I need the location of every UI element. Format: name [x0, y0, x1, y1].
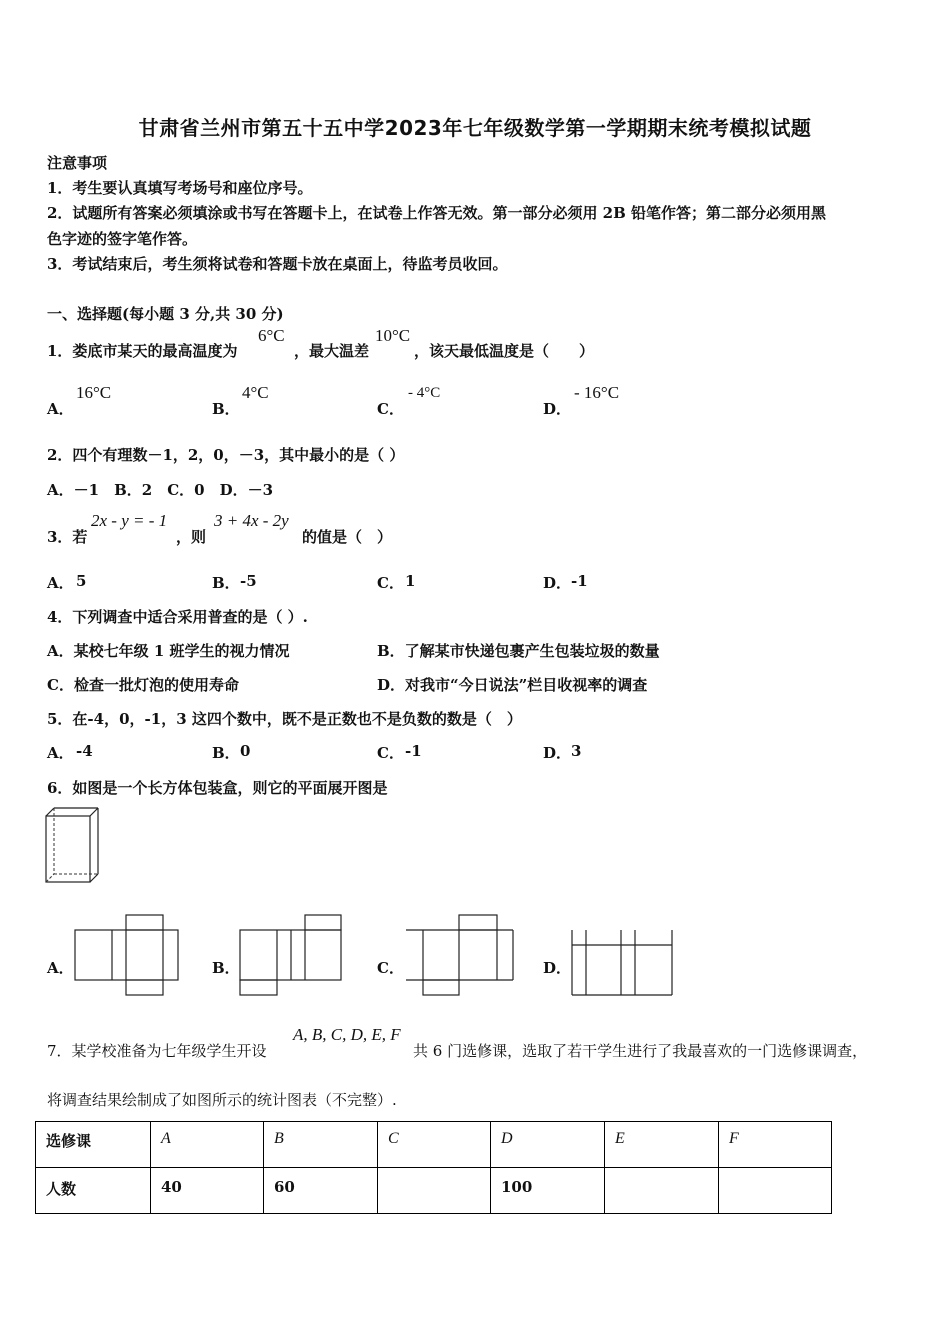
- q3-option-b-label: B．: [212, 574, 240, 592]
- notice-item-1: 1．考生要认真填写考场号和座位序号。: [47, 179, 313, 197]
- q1-option-c-label: C．: [377, 400, 404, 418]
- q1-temp-diff: 10°C: [375, 326, 411, 345]
- q3-suffix: 的值是（ ）: [302, 528, 393, 546]
- q6-option-a-label: A．: [47, 959, 74, 977]
- table-header-cell: E: [605, 1122, 719, 1168]
- q3-prefix: 3．若: [47, 528, 88, 546]
- table-row: [36, 1168, 832, 1214]
- notice-item-3: 3．考试结束后，考生须将试卷和答题卡放在桌面上，待监考员收回。: [47, 255, 508, 273]
- table-cell: 100: [491, 1168, 605, 1214]
- table-cell: [719, 1168, 832, 1214]
- q4-option-a: A．某校七年级 1 班学生的视力情况: [47, 642, 290, 660]
- q1-option-a-label: A．: [47, 400, 74, 418]
- q1-temp-high: 6°C: [258, 326, 285, 345]
- q1-option-b: 4°C: [242, 383, 269, 402]
- q7-suffix: 共 6 门选修课，选取了若干学生进行了我最喜欢的一门选修课调查，: [413, 1042, 868, 1060]
- q7-line-2: 将调查结果绘制成了如图所示的统计图表（不完整）.: [47, 1091, 397, 1109]
- table-cell: 人数: [36, 1168, 151, 1214]
- q6-option-c-label: C．: [377, 959, 404, 977]
- q3-option-b: -5: [240, 572, 257, 590]
- q7-course-list: A, B, C, D, E, F: [293, 1025, 401, 1044]
- q4-option-d: D．对我市“今日说法”栏目收视率的调查: [377, 676, 648, 694]
- q3-option-c-label: C．: [377, 574, 404, 592]
- notice-item-2-line-2: 色字迹的签字笔作答。: [47, 230, 198, 248]
- q6-stem: 6．如图是一个长方体包装盒，则它的平面展开图是: [47, 779, 388, 797]
- q1-option-a: 16°C: [76, 383, 112, 402]
- table-header-cell: B: [264, 1122, 378, 1168]
- q5-option-b-label: B．: [212, 744, 240, 762]
- q3-option-a-label: A．: [47, 574, 74, 592]
- q5-option-a: -4: [76, 742, 93, 760]
- cuboid-box-figure: [44, 806, 104, 886]
- q1-option-c: - 4°C: [408, 385, 441, 401]
- page-title: 甘肃省兰州市第五十五中学2023年七年级数学第一学期期末统考模拟试题: [138, 116, 812, 140]
- q3-option-a: 5: [76, 572, 87, 590]
- q2-options: A．－1 B．2 C．0 D．－3: [47, 481, 274, 499]
- q5-option-a-label: A．: [47, 744, 74, 762]
- q6-net-c: [405, 914, 515, 998]
- q6-net-d: [571, 929, 675, 999]
- course-survey-table: [35, 1121, 832, 1214]
- notice-item-2-line-1: 2．试题所有答案必须填涂或书写在答题卡上，在试卷上作答无效。第一部分必须用 2B 铅笔作答；第二部分必须用黑: [47, 204, 827, 222]
- table-cell: [605, 1168, 719, 1214]
- q6-option-b-label: B．: [212, 959, 240, 977]
- table-header-cell: A: [151, 1122, 264, 1168]
- q3-option-d-label: D．: [543, 574, 572, 592]
- q5-option-c-label: C．: [377, 744, 404, 762]
- q1-mid: ，最大温差: [294, 342, 370, 360]
- q2-stem: 2．四个有理数－1，2，0，－3，其中最小的是（ ）: [47, 446, 405, 464]
- q5-option-c: -1: [405, 742, 422, 760]
- q3-expression: 3 + 4x - 2y: [214, 511, 289, 530]
- q5-option-d: 3: [571, 742, 582, 760]
- table-header-cell: C: [378, 1122, 491, 1168]
- table-cell: 40: [151, 1168, 264, 1214]
- q1-option-b-label: B．: [212, 400, 240, 418]
- table-header-cell: D: [491, 1122, 605, 1168]
- q6-net-b: [239, 914, 345, 998]
- table-header-cell: F: [719, 1122, 832, 1168]
- q3-option-c: 1: [405, 572, 416, 590]
- q3-option-d: -1: [571, 572, 588, 590]
- section-heading: 一、选择题(每小题 3 分,共 30 分): [47, 305, 284, 323]
- table-cell: [378, 1168, 491, 1214]
- q4-option-b: B．了解某市快递包裹产生包装垃圾的数量: [377, 642, 660, 660]
- table-header-cell: 选修课: [36, 1122, 151, 1168]
- q7-prefix: 7．某学校准备为七年级学生开设: [47, 1042, 267, 1060]
- q4-option-c: C．检查一批灯泡的使用寿命: [47, 676, 239, 694]
- q1-suffix: ，该天最低温度是（ ）: [414, 342, 595, 360]
- q1-option-d: - 16°C: [574, 383, 620, 402]
- q3-condition: 2x - y = - 1: [91, 511, 168, 530]
- q6-option-d-label: D．: [543, 959, 572, 977]
- table-header-row: [36, 1122, 832, 1168]
- q5-option-d-label: D．: [543, 744, 572, 762]
- q1-prefix: 1．娄底市某天的最高温度为: [47, 342, 238, 360]
- q1-option-d-label: D．: [543, 400, 572, 418]
- q5-stem: 5．在-4，0，-1，3 这四个数中，既不是正数也不是负数的数是（ ）: [47, 710, 522, 728]
- q3-mid: ，则: [176, 528, 207, 546]
- notice-heading: 注意事项: [47, 154, 108, 172]
- q4-stem: 4．下列调查中适合采用普查的是（ ）.: [47, 608, 308, 626]
- table-cell: 60: [264, 1168, 378, 1214]
- q5-option-b: 0: [240, 742, 251, 760]
- q6-net-a: [74, 914, 180, 998]
